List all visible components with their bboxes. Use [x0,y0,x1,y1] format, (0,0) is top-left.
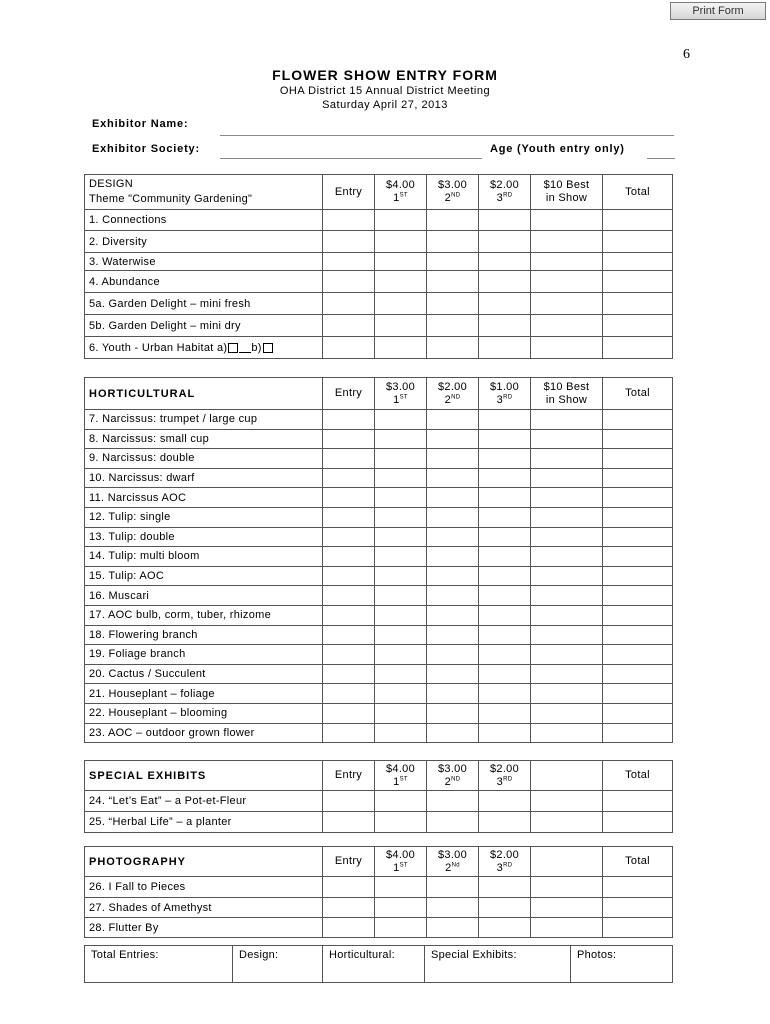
blank-cell [531,761,603,791]
first-cell[interactable] [375,488,427,508]
entry-cell[interactable] [323,664,375,684]
exhibitor-society-label: Exhibitor Society: [92,143,200,155]
entry-cell[interactable] [323,337,375,359]
entry-row [85,812,673,833]
second-cell[interactable] [427,488,479,508]
second-cell[interactable] [427,527,479,547]
third-cell[interactable] [479,664,531,684]
prize-second: $3.00 2ND [427,761,479,791]
first-cell[interactable] [375,791,427,812]
first-cell[interactable] [375,723,427,743]
class-label: 28. Flutter By [85,918,323,938]
entry-cell[interactable] [323,527,375,547]
entry-row [85,527,673,547]
third-cell[interactable] [479,723,531,743]
total-cell[interactable] [603,664,673,684]
second-cell[interactable] [427,625,479,645]
blank-line [239,343,251,353]
entry-row [85,429,673,449]
class-label: 24. “Let’s Eat” – a Pot-et-Fleur [85,791,323,812]
class-label: 13. Tulip: double [85,527,323,547]
entry-row [85,605,673,625]
entry-row [85,723,673,743]
special-header-row [85,761,673,791]
best-cell[interactable] [531,527,603,547]
entry-cell[interactable] [323,586,375,606]
photography-table [84,846,673,938]
total-cell[interactable] [603,877,673,898]
third-cell[interactable] [479,625,531,645]
class-label: 11. Narcissus AOC [85,488,323,508]
first-cell[interactable] [375,877,427,898]
special-exhibits-table [84,760,673,833]
entry-row [85,918,673,938]
best-cell[interactable] [531,703,603,723]
class-label: 3. Waterwise [85,253,323,271]
class-label: 12. Tulip: single [85,507,323,527]
total-design-label: Design: [233,946,323,983]
entry-column-header: Entry [323,847,375,877]
form-title: FLOWER SHOW ENTRY FORM [272,67,498,83]
class-label: 7. Narcissus: trumpet / large cup [85,410,323,430]
best-cell[interactable] [531,210,603,231]
second-cell[interactable] [427,877,479,898]
horticultural-title: HORTICULTURAL [85,378,323,410]
prize-third: $2.00 3RD [479,761,531,791]
first-cell[interactable] [375,468,427,488]
entry-row [85,468,673,488]
entry-row [85,791,673,812]
checkbox-a[interactable] [228,343,238,353]
entry-cell[interactable] [323,210,375,231]
design-section-heading [85,175,323,210]
photography-header-row [85,847,673,877]
total-photos-label: Photos: [571,946,673,983]
third-cell[interactable] [479,507,531,527]
first-cell[interactable] [375,429,427,449]
second-cell[interactable] [427,210,479,231]
class-label [85,337,323,359]
total-column-header: Total [603,175,673,210]
entry-row [85,645,673,665]
second-cell[interactable] [427,586,479,606]
class-label: 8. Narcissus: small cup [85,429,323,449]
best-cell[interactable] [531,507,603,527]
entry-row [85,566,673,586]
first-cell[interactable] [375,918,427,938]
best-cell[interactable] [531,271,603,293]
total-cell[interactable] [603,684,673,704]
entry-row [85,271,673,293]
prize-third: $2.00 3RD [479,175,531,210]
first-cell[interactable] [375,315,427,337]
special-title: SPECIAL EXHIBITS [85,761,323,791]
first-cell[interactable] [375,684,427,704]
entry-row [85,210,673,231]
total-column-header: Total [603,847,673,877]
second-cell[interactable] [427,605,479,625]
third-cell[interactable] [479,429,531,449]
total-cell[interactable] [603,449,673,469]
class-label: 18. Flowering branch [85,625,323,645]
first-cell[interactable] [375,605,427,625]
first-cell[interactable] [375,293,427,315]
entry-cell[interactable] [323,645,375,665]
best-cell[interactable] [531,410,603,430]
prize-second: $2.00 2ND [427,378,479,410]
entry-cell[interactable] [323,468,375,488]
entry-cell[interactable] [323,293,375,315]
entry-row [85,410,673,430]
third-cell[interactable] [479,488,531,508]
second-cell[interactable] [427,315,479,337]
entry-cell[interactable] [323,918,375,938]
class-label: 21. Houseplant – foliage [85,684,323,704]
first-cell[interactable] [375,410,427,430]
youth-b-label: b) [251,341,262,354]
entry-row [85,253,673,271]
second-cell[interactable] [427,429,479,449]
third-cell[interactable] [479,812,531,833]
exhibitor-society-field[interactable] [220,158,482,159]
second-cell[interactable] [427,791,479,812]
total-cell[interactable] [603,645,673,665]
third-cell[interactable] [479,547,531,567]
prize-second: $3.00 2Nd [427,847,479,877]
entry-row [85,898,673,918]
total-cell[interactable] [603,410,673,430]
best-cell[interactable] [531,723,603,743]
total-special-label: Special Exhibits: [425,946,571,983]
first-cell[interactable] [375,703,427,723]
entry-cell[interactable] [323,253,375,271]
second-cell[interactable] [427,468,479,488]
best-cell[interactable] [531,605,603,625]
class-label: 22. Houseplant – blooming [85,703,323,723]
best-cell[interactable] [531,877,603,898]
photography-title: PHOTOGRAPHY [85,847,323,877]
best-cell[interactable] [531,918,603,938]
best-cell[interactable] [531,488,603,508]
best-cell[interactable] [531,586,603,606]
prize-first: $3.00 1ST [375,378,427,410]
first-cell[interactable] [375,527,427,547]
first-cell[interactable] [375,898,427,918]
second-cell[interactable] [427,293,479,315]
design-table [84,174,673,359]
total-cell[interactable] [603,488,673,508]
prize-second: $3.00 2ND [427,175,479,210]
entry-column-header: Entry [323,761,375,791]
best-cell[interactable] [531,337,603,359]
third-cell[interactable] [479,410,531,430]
design-header-row [85,175,673,210]
class-label: 5a. Garden Delight – mini fresh [85,293,323,315]
third-cell[interactable] [479,253,531,271]
total-cell[interactable] [603,812,673,833]
total-cell[interactable] [603,271,673,293]
total-cell[interactable] [603,527,673,547]
design-title: DESIGN [89,178,133,190]
second-cell[interactable] [427,645,479,665]
total-cell[interactable] [603,625,673,645]
entry-cell[interactable] [323,605,375,625]
age-label: Age (Youth entry only) [490,143,625,155]
totals-table [84,945,673,983]
best-cell[interactable] [531,253,603,271]
third-cell[interactable] [479,210,531,231]
checkbox-b[interactable] [263,343,273,353]
entry-cell[interactable] [323,812,375,833]
entry-cell[interactable] [323,231,375,253]
total-cell[interactable] [603,337,673,359]
entry-cell[interactable] [323,877,375,898]
entry-cell[interactable] [323,684,375,704]
third-cell[interactable] [479,271,531,293]
first-cell[interactable] [375,586,427,606]
prize-first: $4.00 1ST [375,761,427,791]
total-cell[interactable] [603,231,673,253]
second-cell[interactable] [427,410,479,430]
horticultural-header-row [85,378,673,410]
total-cell[interactable] [603,723,673,743]
second-cell[interactable] [427,566,479,586]
entry-row [85,664,673,684]
page-number: 6 [683,47,690,62]
entry-cell[interactable] [323,723,375,743]
entry-row [85,586,673,606]
first-cell[interactable] [375,625,427,645]
total-horticultural-label: Horticultural: [323,946,425,983]
entry-cell[interactable] [323,898,375,918]
first-cell[interactable] [375,547,427,567]
second-cell[interactable] [427,231,479,253]
third-cell[interactable] [479,231,531,253]
third-cell[interactable] [479,315,531,337]
second-cell[interactable] [427,684,479,704]
class-label: 16. Muscari [85,586,323,606]
entry-cell[interactable] [323,507,375,527]
second-cell[interactable] [427,723,479,743]
entry-row [85,293,673,315]
total-cell[interactable] [603,703,673,723]
total-cell[interactable] [603,918,673,938]
second-cell[interactable] [427,449,479,469]
entry-row [85,684,673,704]
class-label: 26. I Fall to Pieces [85,877,323,898]
first-cell[interactable] [375,812,427,833]
entry-cell[interactable] [323,625,375,645]
second-cell[interactable] [427,271,479,293]
first-cell[interactable] [375,231,427,253]
entry-cell[interactable] [323,791,375,812]
best-cell[interactable] [531,429,603,449]
third-cell[interactable] [479,684,531,704]
first-cell[interactable] [375,253,427,271]
class-label: 14. Tulip: multi bloom [85,547,323,567]
entry-cell[interactable] [323,315,375,337]
best-cell[interactable] [531,547,603,567]
best-cell[interactable] [531,468,603,488]
meeting-date: Saturday April 27, 2013 [322,99,448,111]
first-cell[interactable] [375,449,427,469]
best-cell[interactable] [531,812,603,833]
design-theme: Theme "Community Gardening" [89,193,253,205]
entry-row [85,488,673,508]
entry-cell[interactable] [323,429,375,449]
second-cell[interactable] [427,898,479,918]
best-cell[interactable] [531,791,603,812]
prize-third: $2.00 3RD [479,847,531,877]
class-label: 20. Cactus / Succulent [85,664,323,684]
horticultural-table [84,377,673,743]
second-cell[interactable] [427,337,479,359]
total-cell[interactable] [603,586,673,606]
entry-row [85,315,673,337]
class-label: 23. AOC – outdoor grown flower [85,723,323,743]
class-label: 2. Diversity [85,231,323,253]
class-label: 1. Connections [85,210,323,231]
first-cell[interactable] [375,664,427,684]
second-cell[interactable] [427,703,479,723]
first-cell[interactable] [375,645,427,665]
entry-cell[interactable] [323,271,375,293]
third-cell[interactable] [479,605,531,625]
second-cell[interactable] [427,918,479,938]
class-label: 17. AOC bulb, corm, tuber, rhizome [85,605,323,625]
total-cell[interactable] [603,210,673,231]
total-column-header: Total [603,761,673,791]
total-cell[interactable] [603,566,673,586]
third-cell[interactable] [479,791,531,812]
best-cell[interactable] [531,566,603,586]
total-cell[interactable] [603,293,673,315]
third-cell[interactable] [479,703,531,723]
class-label: 19. Foliage branch [85,645,323,665]
age-field[interactable] [647,158,675,159]
prize-third: $1.00 3RD [479,378,531,410]
prize-first: $4.00 1ST [375,175,427,210]
total-cell[interactable] [603,507,673,527]
third-cell[interactable] [479,918,531,938]
prize-first: $4.00 1ST [375,847,427,877]
class-label: 15. Tulip: AOC [85,566,323,586]
entry-row [85,507,673,527]
first-cell[interactable] [375,566,427,586]
meeting-name: OHA District 15 Annual District Meeting [279,85,491,97]
youth-label: 6. Youth - Urban Habitat a) [89,341,228,354]
best-cell[interactable] [531,315,603,337]
first-cell[interactable] [375,210,427,231]
print-form-button[interactable]: Print Form [670,2,766,20]
best-cell[interactable] [531,664,603,684]
entry-column-header: Entry [323,378,375,410]
exhibitor-name-field[interactable] [220,135,674,136]
entry-cell[interactable] [323,410,375,430]
second-cell[interactable] [427,664,479,684]
third-cell[interactable] [479,468,531,488]
third-cell[interactable] [479,586,531,606]
third-cell[interactable] [479,293,531,315]
third-cell[interactable] [479,449,531,469]
first-cell[interactable] [375,337,427,359]
total-cell[interactable] [603,468,673,488]
second-cell[interactable] [427,253,479,271]
first-cell[interactable] [375,271,427,293]
entry-row [85,547,673,567]
entry-column-header: Entry [323,175,375,210]
entry-cell[interactable] [323,547,375,567]
total-cell[interactable] [603,898,673,918]
total-entries-label: Total Entries: [85,946,233,983]
first-cell[interactable] [375,507,427,527]
best-cell[interactable] [531,625,603,645]
entry-row [85,877,673,898]
best-cell[interactable] [531,898,603,918]
entry-row [85,231,673,253]
best-in-show-header: $10 Best in Show [531,175,603,210]
best-cell[interactable] [531,293,603,315]
best-cell[interactable] [531,449,603,469]
total-cell[interactable] [603,315,673,337]
class-label: 27. Shades of Amethyst [85,898,323,918]
third-cell[interactable] [479,877,531,898]
best-cell[interactable] [531,645,603,665]
blank-cell [531,847,603,877]
entry-row [85,449,673,469]
entry-row [85,625,673,645]
class-label: 25. “Herbal Life” – a planter [85,812,323,833]
total-cell[interactable] [603,605,673,625]
entry-cell[interactable] [323,703,375,723]
third-cell[interactable] [479,337,531,359]
total-cell[interactable] [603,253,673,271]
total-cell[interactable] [603,791,673,812]
exhibitor-name-label: Exhibitor Name: [92,118,189,130]
third-cell[interactable] [479,566,531,586]
third-cell[interactable] [479,645,531,665]
total-cell[interactable] [603,429,673,449]
second-cell[interactable] [427,507,479,527]
entry-cell[interactable] [323,449,375,469]
best-cell[interactable] [531,684,603,704]
third-cell[interactable] [479,527,531,547]
entry-row [85,703,673,723]
entry-cell[interactable] [323,566,375,586]
third-cell[interactable] [479,898,531,918]
total-column-header: Total [603,378,673,410]
entry-cell[interactable] [323,488,375,508]
total-cell[interactable] [603,547,673,567]
class-label: 5b. Garden Delight – mini dry [85,315,323,337]
best-in-show-header: $10 Best in Show [531,378,603,410]
best-cell[interactable] [531,231,603,253]
class-label: 9. Narcissus: double [85,449,323,469]
class-label: 4. Abundance [85,271,323,293]
class-label: 10. Narcissus: dwarf [85,468,323,488]
second-cell[interactable] [427,547,479,567]
entry-row [85,337,673,359]
second-cell[interactable] [427,812,479,833]
